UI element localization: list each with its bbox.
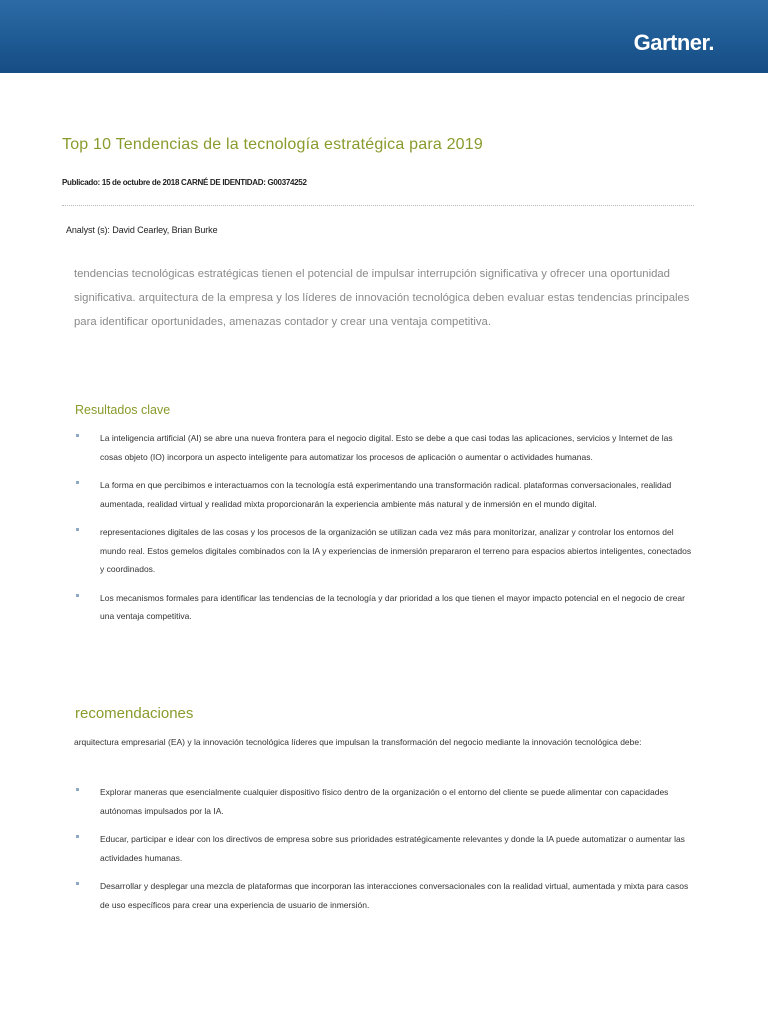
recomendaciones-intro: arquitectura empresarial (EA) y la innovación tecnológica líderes que impulsan la transformación del negocio mediante la innovación tecnológica debe: xyxy=(74,737,642,747)
bullet-icon xyxy=(76,788,79,791)
resultados-list xyxy=(74,429,694,636)
list-item xyxy=(74,476,694,513)
section-heading-recomendaciones: recomendaciones xyxy=(75,705,194,722)
publication-info: Publicado: 15 de octubre de 2018 CARNÉ DE IDENTIDAD: G00374252 xyxy=(62,178,307,187)
list-item-text: representaciones digitales de las cosas y los procesos de la organización se utilizan cada vez más para monitorizar, analizar y controlar los entornos del mundo real. Estos gemelos digitales combinados con la IA y experiencias de inmersión prepararon el terreno para espacios abiertos inteligentes, conectados y coordinados. xyxy=(100,527,692,574)
gartner-logo xyxy=(634,30,714,56)
recomendaciones-list xyxy=(74,783,694,924)
document-title: Top 10 Tendencias de la tecnología estratégica para 2019 xyxy=(62,136,483,153)
logo-dot: . xyxy=(708,30,714,55)
dotted-divider xyxy=(62,205,694,206)
list-item xyxy=(74,877,694,914)
bullet-icon xyxy=(76,434,79,437)
bullet-icon xyxy=(76,882,79,885)
list-item xyxy=(74,830,694,867)
list-item xyxy=(74,429,694,466)
summary-paragraph: tendencias tecnológicas estratégicas tienen el potencial de impulsar interrupción significativa y ofrecer una oportunidad significativa. arquitectura de la empresa y los líderes de innovación tecnológica deben evaluar estas tendencias principales para identificar oportunidades, amenazas contador y crear una ventaja competitiva. xyxy=(74,268,690,328)
bullet-icon xyxy=(76,481,79,484)
bullet-icon xyxy=(76,835,79,838)
list-item xyxy=(74,783,694,820)
list-item-text: Los mecanismos formales para identificar las tendencias de la tecnología y dar prioridad a los que tienen el mayor impacto potencial en el negocio de crear una ventaja competitiva. xyxy=(100,592,685,621)
analyst-line: Analyst (s): David Cearley, Brian Burke xyxy=(66,225,218,235)
section-heading-resultados: Resultados clave xyxy=(75,403,171,417)
list-item-text: La forma en que percibimos e interactuamos con la tecnología está experimentando una transformación radical. plataformas conversacionales, realidad aumentada, realidad virtual y realidad mixta proporcionarán la experiencia ambiente más natural y de inmersión en el mundo digital. xyxy=(100,480,672,509)
list-item xyxy=(74,523,694,579)
bullet-icon xyxy=(76,528,79,531)
list-item-text: Desarrollar y desplegar una mezcla de plataformas que incorporan las interacciones conversacionales con la realidad virtual, aumentada y mixta para casos de uso específicos para crear una experiencia de usuario de inmersión. xyxy=(100,881,689,910)
logo-text: Gartner xyxy=(633,30,709,55)
list-item-text: Educar, participar e idear con los directivos de empresa sobre sus prioridades estratégicamente relevantes y donde la IA puede automatizar o aumentar las actividades humanas. xyxy=(100,834,685,863)
list-item-text: La inteligencia artificial (AI) se abre una nueva frontera para el negocio digital. Esto se debe a que casi todas las aplicaciones, servicios y Internet de las cosas objeto (IO) incorpora un aspecto inteligente para automatizar los procesos de aplicación o aumentar o actividades humanas. xyxy=(100,433,673,462)
header-bar xyxy=(0,0,768,73)
bullet-icon xyxy=(76,594,79,597)
list-item xyxy=(74,589,694,626)
list-item-text: Explorar maneras que esencialmente cualquier dispositivo físico dentro de la organización o el entorno del cliente se puede alimentar con capacidades autónomas impulsados por la IA. xyxy=(100,787,669,816)
